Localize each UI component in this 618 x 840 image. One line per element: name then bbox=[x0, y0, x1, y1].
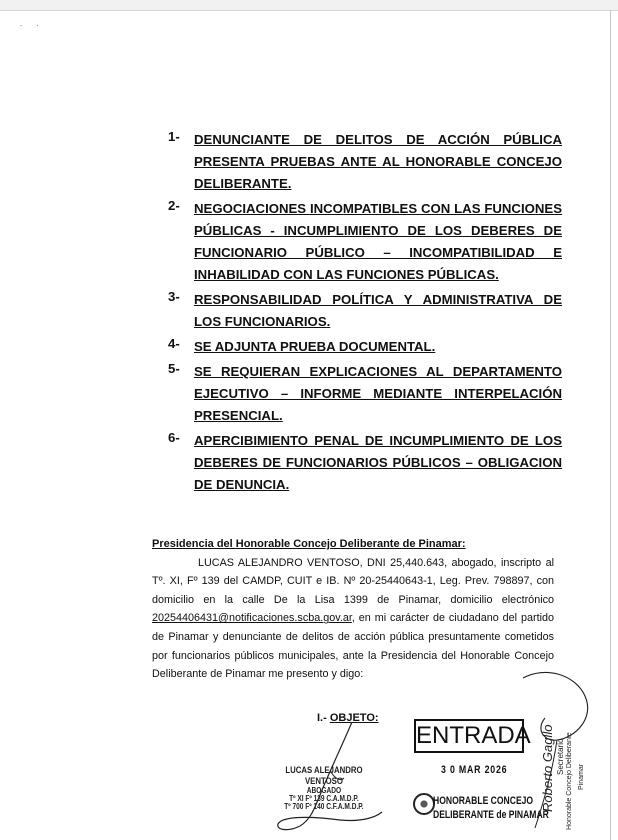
scan-specks: · · bbox=[20, 22, 45, 30]
lawyer-registration-1: Tº XI Fº 139 C.A.M.D.P. bbox=[289, 794, 359, 803]
summary-item bbox=[168, 361, 562, 427]
electronic-domicile-link[interactable]: 20254406431@notificaciones.scba.gov.ar bbox=[152, 612, 352, 625]
presentation-paragraph bbox=[152, 554, 554, 684]
lawyer-registration-2: Tº 700 Fº 140 C.F.A.M.D.P. bbox=[284, 802, 364, 811]
summary-item-number: 5- bbox=[168, 361, 180, 376]
paragraph-part-2: , en mi carácter de ciudadano del partido de Pinamar y denunciante de delitos de acción pública presuntamente cometidos por funcionarios públicos municipales, ante la Presidencia del Honorable Concejo Deliberante de Pinamar me presento y digo: bbox=[152, 612, 554, 681]
summary-item-text: RESPONSABILIDAD POLÍTICA Y ADMINISTRATIVA DE LOS FUNCIONARIOS. bbox=[194, 292, 562, 329]
summary-item bbox=[168, 289, 562, 333]
objeto-heading bbox=[317, 712, 379, 724]
summary-item-text: APERCIBIMIENTO PENAL DE INCUMPLIMIENTO DE LOS DEBERES DE FUNCIONARIOS PÚBLICOS – OBLIGACION DE DENUNCIA. bbox=[194, 433, 562, 492]
lawyer-stamp bbox=[278, 765, 370, 811]
summary-list bbox=[168, 129, 562, 499]
entrada-org-line-2: DELIBERANTE de PINAMAR bbox=[433, 809, 549, 821]
summary-item bbox=[168, 198, 562, 286]
summary-item bbox=[168, 336, 562, 358]
presentation-body bbox=[152, 535, 554, 684]
entrada-org bbox=[433, 794, 549, 822]
objeto-prefix: I.- bbox=[317, 712, 330, 724]
receiver-city: Pinamar bbox=[578, 763, 585, 790]
summary-item-text: NEGOCIACIONES INCOMPATIBLES CON LAS FUNCIONES PÚBLICAS - INCUMPLIMIENTO DE LOS DEBERES DE FUNCIONARIO PÚBLICO – INCOMPATIBILIDAD E INHABILIDAD CON LAS FUNCIONES PÚBLICAS. bbox=[194, 201, 562, 282]
summary-item bbox=[168, 129, 562, 195]
summary-item bbox=[168, 430, 562, 496]
summary-item-text: DENUNCIANTE DE DELITOS DE ACCIÓN PÚBLICA PRESENTA PRUEBAS ANTE AL HONORABLE CONCEJO DELIBERANTE. bbox=[194, 132, 562, 191]
summary-item-text: SE REQUIERAN EXPLICACIONES AL DEPARTAMENTO EJECUTIVO – INFORME MEDIANTE INTERPELACIÓN PRESENCIAL. bbox=[194, 364, 562, 423]
entrada-stamp: ENTRADA bbox=[414, 719, 524, 753]
lawyer-name: LUCAS ALEJANDRO VENTOSO bbox=[285, 765, 363, 787]
summary-item-number: 2- bbox=[168, 198, 180, 213]
receiver-signature-text: Roberto Gagllo bbox=[540, 724, 555, 812]
summary-item-number: 3- bbox=[168, 289, 180, 304]
viewer-top-edge bbox=[0, 0, 618, 11]
entrada-org-line-1: HONORABLE CONCEJO bbox=[433, 795, 534, 807]
summary-item-number: 1- bbox=[168, 129, 180, 144]
addressee-heading: Presidencia del Honorable Concejo Deliberante de Pinamar: bbox=[152, 538, 466, 550]
summary-item-text: SE ADJUNTA PRUEBA DOCUMENTAL. bbox=[194, 339, 436, 354]
council-seal-icon bbox=[413, 793, 435, 815]
summary-item-number: 6- bbox=[168, 430, 180, 445]
objeto-label: OBJETO: bbox=[329, 712, 379, 724]
entrada-date: 3 0 MAR 2026 bbox=[441, 764, 508, 776]
receiver-org: Honorable Concejo Deliberante bbox=[566, 732, 573, 830]
summary-item-number: 4- bbox=[168, 336, 180, 351]
paragraph-part-1: LUCAS ALEJANDRO VENTOSO, DNI 25,440.643, abogado, inscripto al Tº. XI, Fº 139 del CAMDP, CUIT e IB. Nº 20-25440643-1, Leg. Prev. 798897, con domicilio en la calle De la Lisa 1399 de Pinamar, domicilio electrónico bbox=[152, 556, 554, 606]
receiver-title: Secretario bbox=[556, 738, 565, 775]
lawyer-title: ABOGADO bbox=[306, 786, 342, 795]
